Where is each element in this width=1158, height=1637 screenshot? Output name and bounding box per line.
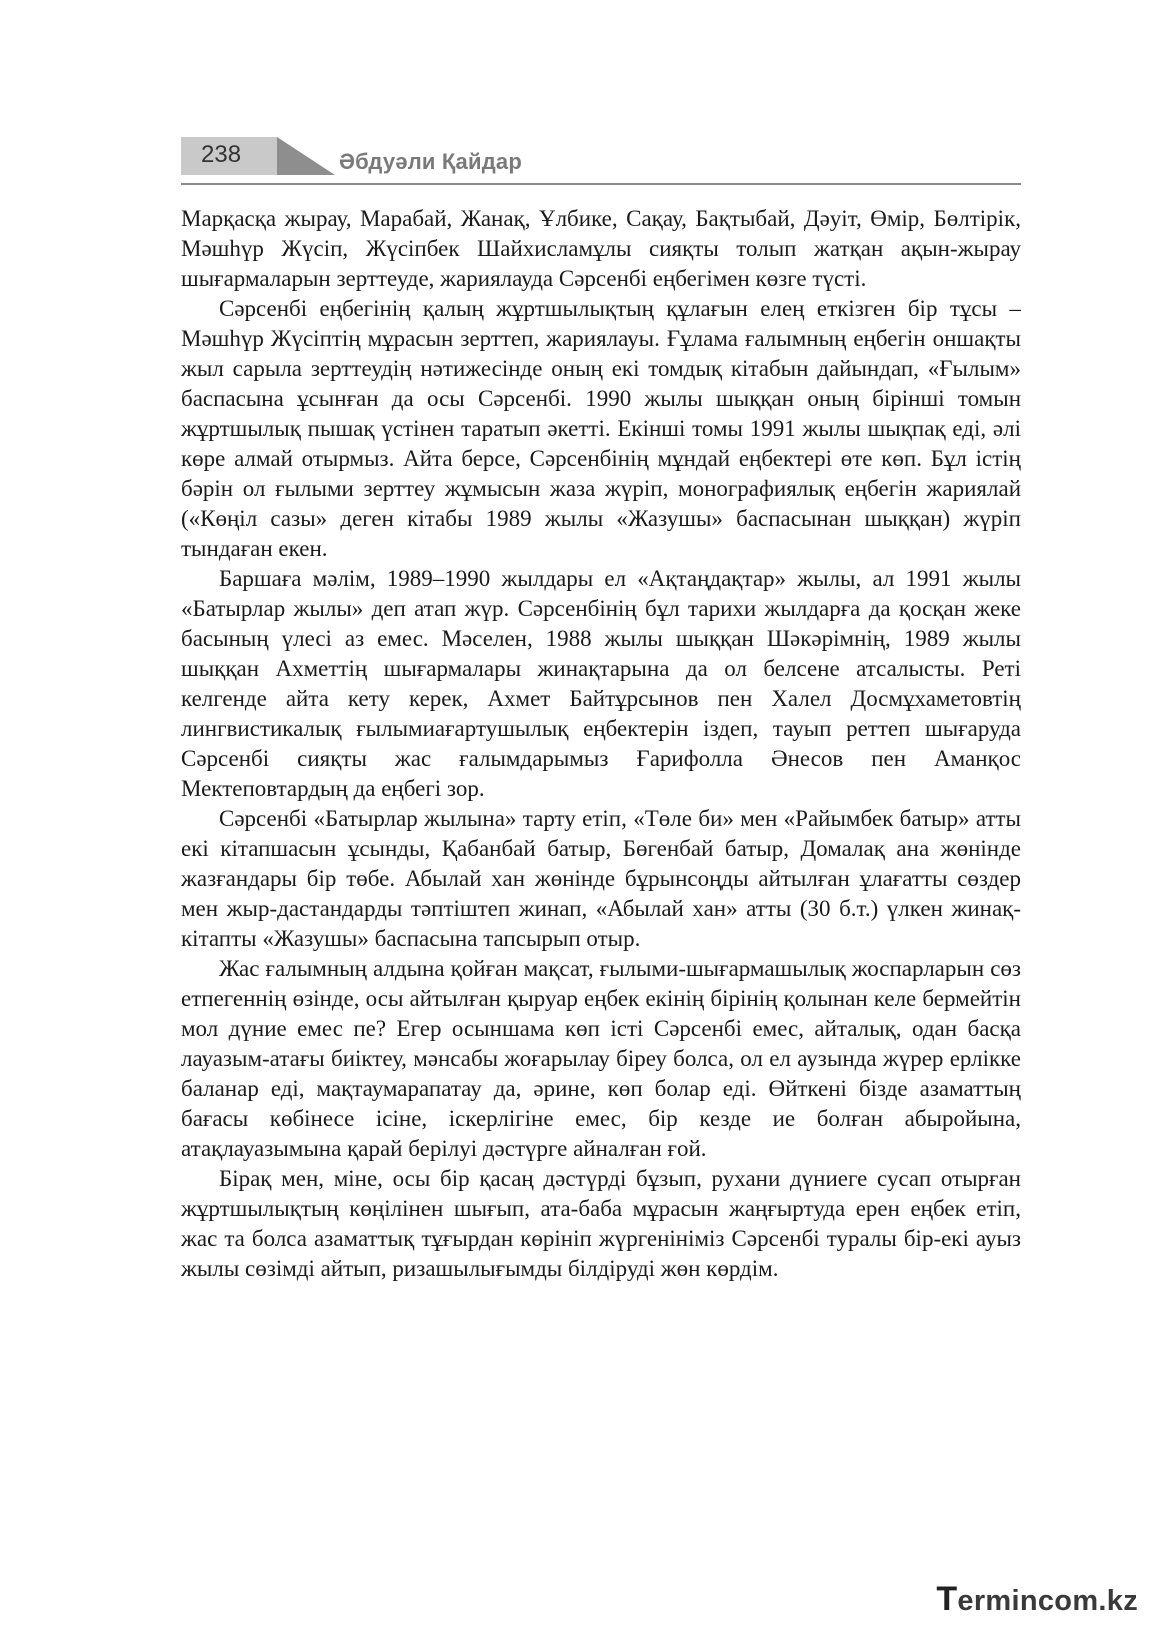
- paragraph: Бірақ мен, міне, осы бір қасаң дәстүрді бұзып, рухани дүниеге сусап отырған жұртшылықтың көңілінен шығып, ата-баба мұрасын жаңғыртуда ерен еңбек етіп, жас та болса азаматтық тұғырдан көрініп жүргенініміз Сәрсенбі туралы бір-екі ауыз жылы сөзімді айтып, ризашылығымды білдіруді жөн көрдім.: [181, 1166, 1021, 1281]
- page-header: [181, 137, 1021, 185]
- paragraph: Баршаға мәлім, 1989–1990 жылдары ел «Ақтаңдақтар» жылы, ал 1991 жылы «Батырлар жылы» деп атап жүр. Сәрсенбінің бұл тарихи жылдарға да қосқан жеке басының үлесі аз емес. Мәселен, 1988 жылы шыққан Шәкәрімнің, 1989 жылы шыққан Ахметтің шығармалары жинақтарына да ол белсене атсалысты. Реті келгенде айта кету керек, Ахмет Байтұрсынов пен Халел Досмұхаметовтің лингвистикалық ғылымиағартушылық еңбектерін іздеп, тауып реттеп шығаруда Сәрсенбі сияқты жас ғалымдарымыз Ғарифолла Әнесов пен Аманқос Мектеповтардың да еңбегі зор.: [181, 566, 1021, 801]
- page-number: 238: [201, 141, 242, 168]
- page-number-tab: [181, 137, 278, 175]
- watermark-logo: [936, 1580, 1138, 1619]
- paragraph: Жас ғалымның алдына қойған мақсат, ғылыми-шығармашылық жоспарларын сөз етпегеннің өзінде, осы айтылған қыруар еңбек екінің бірінің қолынан келе бермейтін мол дүние емес пе? Егер осыншама көп істі Сәрсенбі емес, айталық, одан басқа лауазым-атағы биіктеу, мәнсабы жоғарылау біреу болса, ол ел аузында жүрер ерлікке баланар еді, мақтаумарапатау да, әрине, көп болар еді. Өйткені бізде азаматтың бағасы көбінесе ісіне, іскерлігіне емес, бір кезде ие болған абыройына, атақлауазымына қарай берілуі дәстүрге айналған ғой.: [181, 956, 1021, 1161]
- watermark-text: ermincom.kz: [957, 1585, 1138, 1617]
- paragraph: Сәрсенбі еңбегінің қалың жұртшылықтың құлағын елең еткізген бір тұсы – Мәшһүр Жүсіптің мұрасын зерттеп, жариялауы. Ғұлама ғалымның еңбегін оншақты жыл сарыла зерттеудің нәтижесінде оның екі томдық кітабын дайындап, «Ғылым» баспасына ұсынған да осы Сәрсенбі. 1990 жылы шыққан оның бірінші томын жұртшылық пышақ үстінен таратып әкетті. Екінші томы 1991 жылы шықпақ еді, әлі көре алмай отырмыз. Айта берсе, Сәрсенбінің мұндай еңбектері өте көп. Бұл істің бәрін ол ғылыми зерттеу жұмысын жаза жүріп, монографиялық еңбегін жариялай («Көңіл сазы» деген кітабы 1989 жылы «Жазушы» баспасынан шыққан) жүріп тындаған екен.: [181, 296, 1021, 561]
- body-text: [181, 204, 1021, 1284]
- tab-arrow-shape: [277, 137, 335, 175]
- header-rule: [181, 183, 1021, 185]
- watermark-t-mark: T: [936, 1580, 958, 1618]
- paragraph: Марқасқа жырау, Марабай, Жанақ, Ұлбике, Сақау, Бақтыбай, Дәуіт, Өмір, Бөлтірік, Мәшһүр Жүсіп, Жүсіпбек Шайхисламұлы сияқты толып жатқан ақын-жырау шығармаларын зерттеуде, жариялауда Сәрсенбі еңбегімен көзге түсті.: [181, 206, 1021, 291]
- paragraph: Сәрсенбі «Батырлар жылына» тарту етіп, «Төле би» мен «Райымбек батыр» атты екі кітапшасын ұсынды, Қабанбай батыр, Бөгенбай батыр, Домалақ ана жөнінде жазғандары бір төбе. Абылай хан жөнінде бұрынсоңды айтылған ұлағатты сөздер мен жыр-дастандарды тәптіштеп жинап, «Абылай хан» атты (30 б.т.) үлкен жинақ-кітапты «Жазушы» баспасына тапсырып отыр.: [181, 806, 1021, 951]
- running-head-author: Әбдуәли Қайдар: [339, 149, 522, 174]
